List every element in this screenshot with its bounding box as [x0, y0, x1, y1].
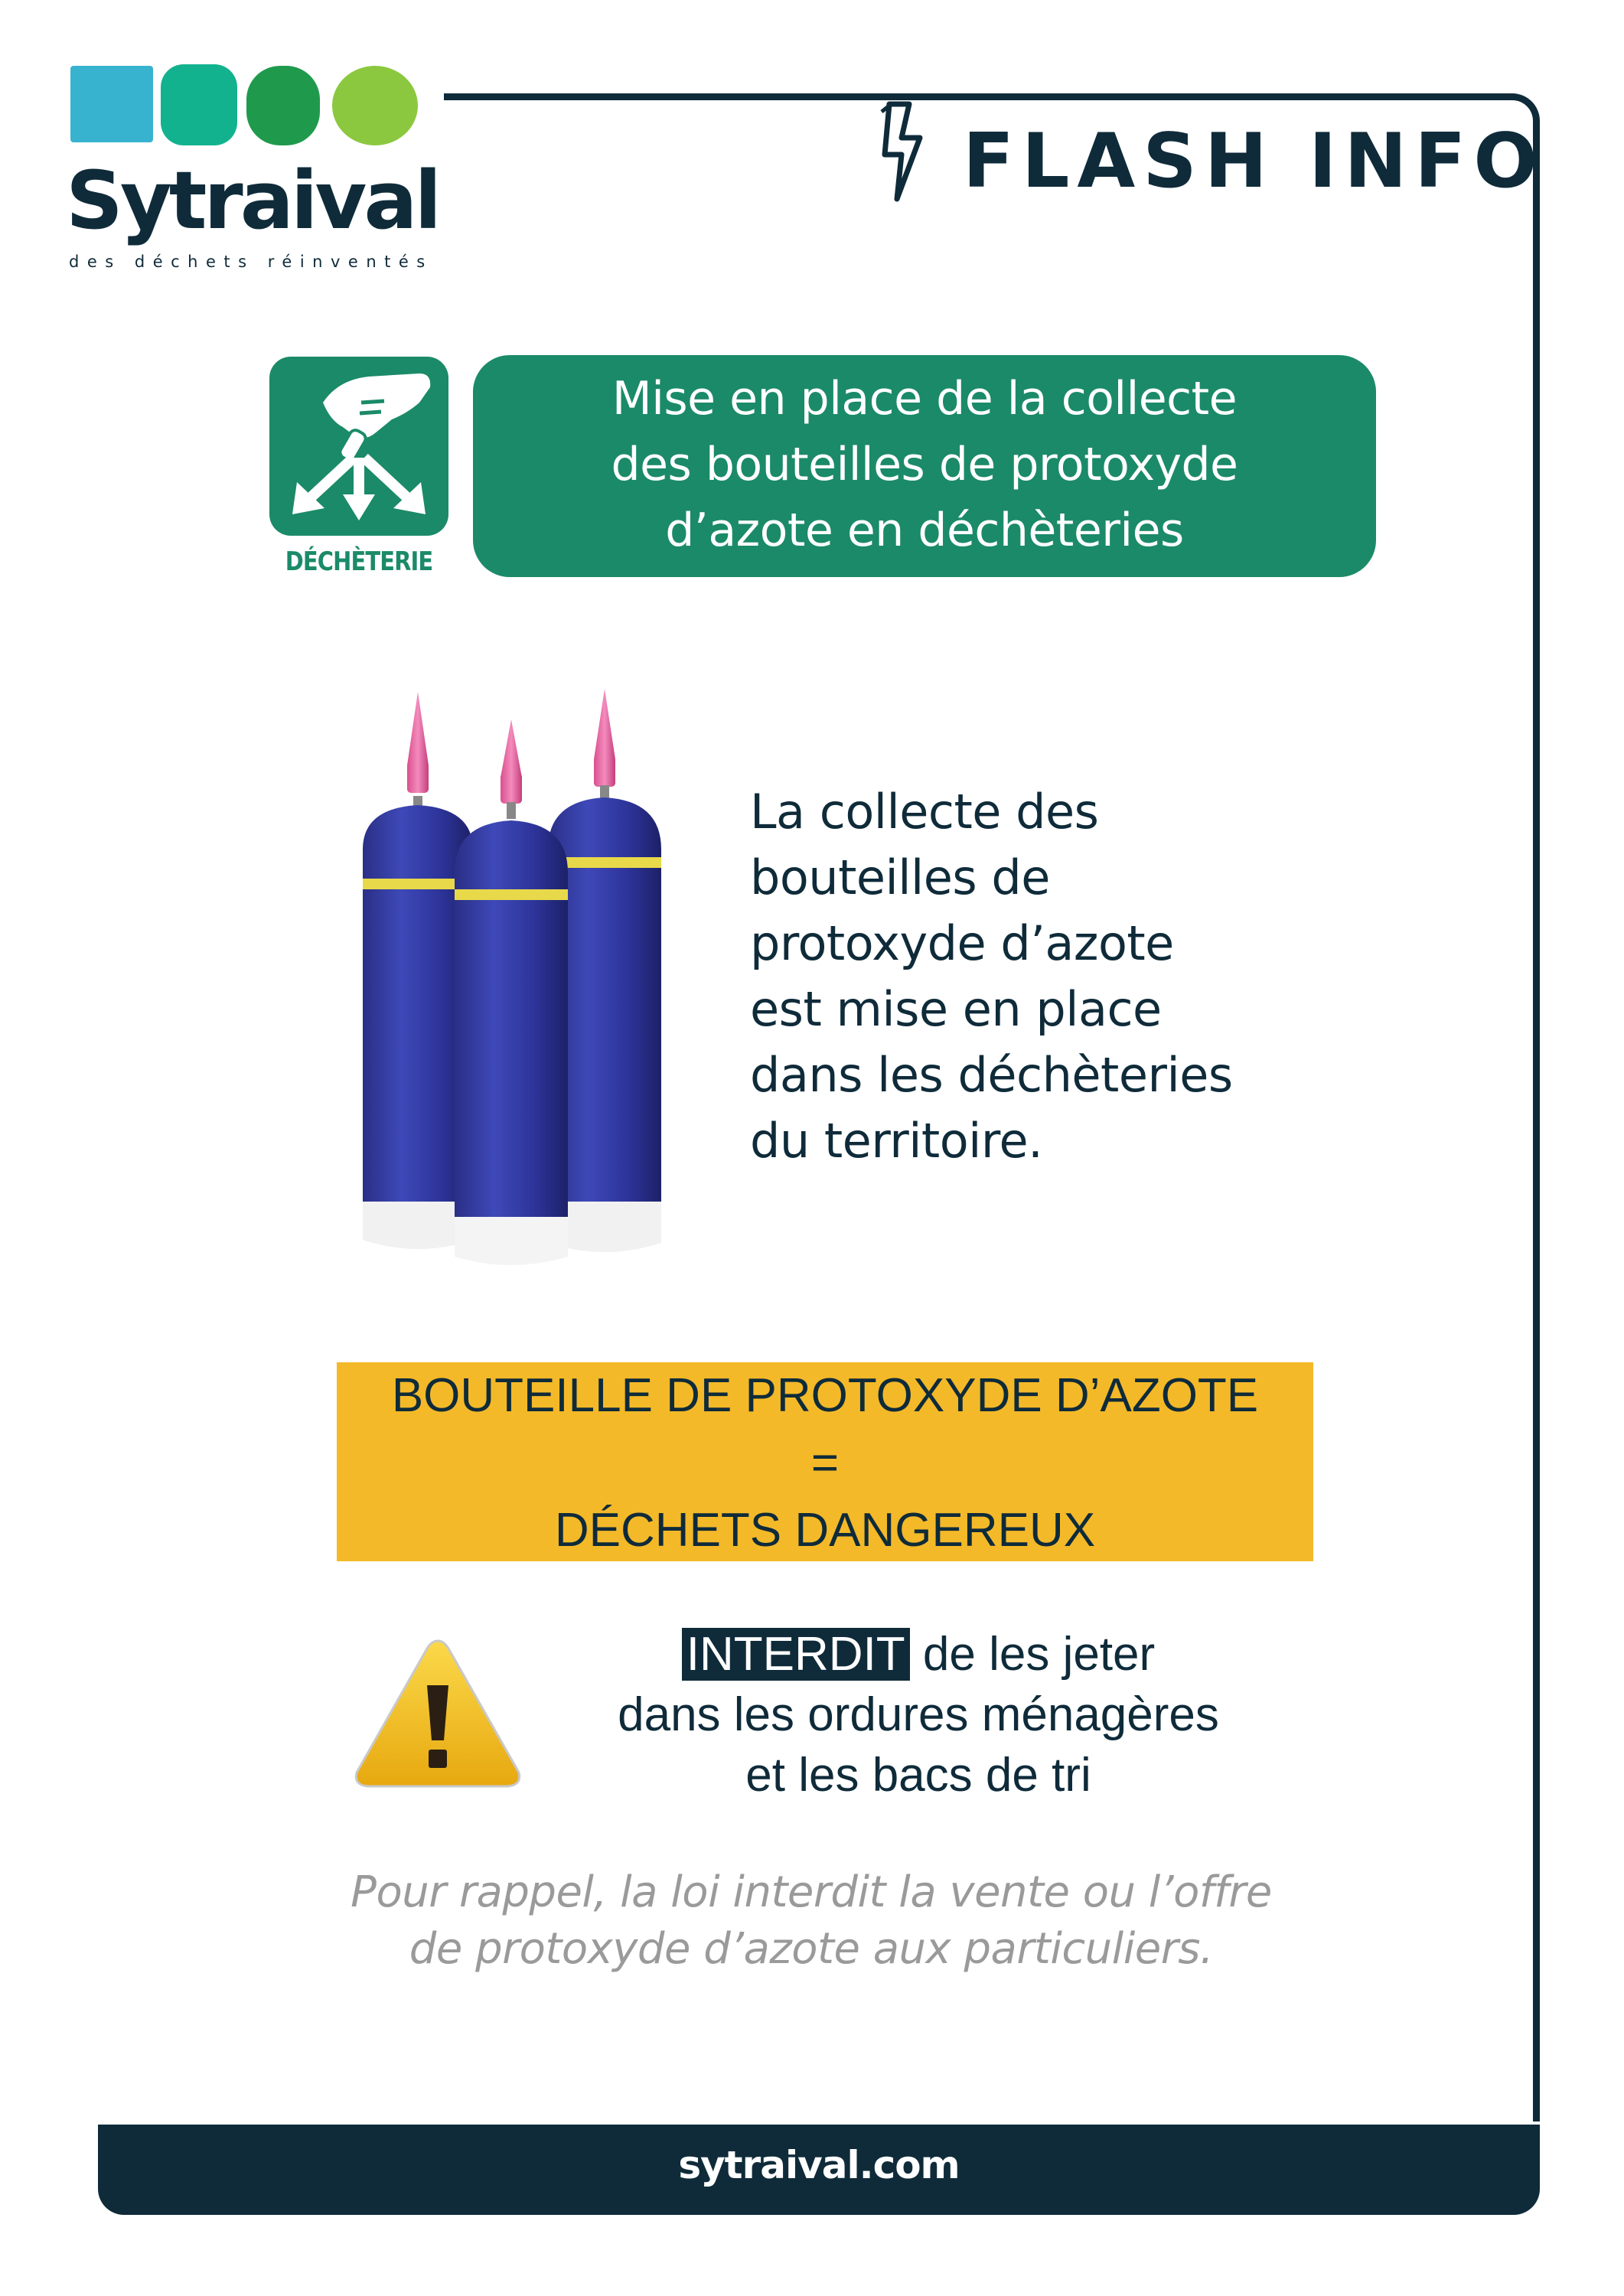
dechetterie-hand-arrows-icon [269, 357, 448, 536]
headline-line: Mise en place de la collecte [611, 372, 1238, 426]
headline-line: d’azote en déchèteries [665, 504, 1184, 557]
warning-line1-rest: de les jeter [909, 1628, 1156, 1681]
intro-line: dans les déchèteries [750, 1047, 1233, 1103]
nitrous-oxide-cylinders-image [321, 673, 704, 1270]
website-link[interactable]: sytraival.com [678, 2143, 960, 2187]
logo-shapes [66, 61, 426, 153]
intro-line: La collecte des [750, 784, 1099, 840]
warning-triangle-icon [352, 1635, 523, 1791]
cylinder-middle [455, 719, 568, 1265]
reminder-line: Pour rappel, la loi interdit la vente ou l’offre [351, 1867, 1272, 1917]
legal-reminder [276, 1864, 1347, 1978]
warning-line1 [536, 1624, 1301, 1684]
reminder-line: de protoxyde d’azote aux particuliers. [409, 1924, 1214, 1974]
hazard-banner [337, 1362, 1313, 1561]
headline-line: des bouteilles de protoxyde [611, 438, 1238, 491]
forbidden-highlight: INTERDIT [682, 1628, 910, 1681]
intro-line: est mise en place [750, 981, 1162, 1037]
headline-banner [473, 355, 1376, 577]
intro-line: bouteilles de [750, 850, 1050, 905]
hazard-banner-line3: DÉCHETS DANGEREUX [554, 1504, 1096, 1557]
hazard-banner-line1: BOUTEILLE DE PROTOXYDE D’AZOTE [391, 1369, 1259, 1422]
logo-wordmark: Sytraival [66, 154, 439, 247]
warning-line2: dans les ordures ménagères [618, 1688, 1219, 1741]
sytraival-logo [66, 61, 439, 283]
page-title: FLASH INFO [963, 118, 1545, 205]
intro-line: protoxyde d’azote [750, 915, 1174, 971]
warning-line3: et les bacs de tri [745, 1749, 1091, 1802]
hazard-banner-line2: = [810, 1437, 840, 1489]
intro-text [750, 779, 1347, 1174]
lightning-bolt-icon [879, 101, 932, 202]
warning-text [536, 1624, 1301, 1805]
logo-tagline: des déchets réinventés [69, 253, 433, 271]
intro-line: du territoire. [750, 1113, 1043, 1169]
dechetterie-label: DÉCHÈTERIE [285, 546, 433, 577]
